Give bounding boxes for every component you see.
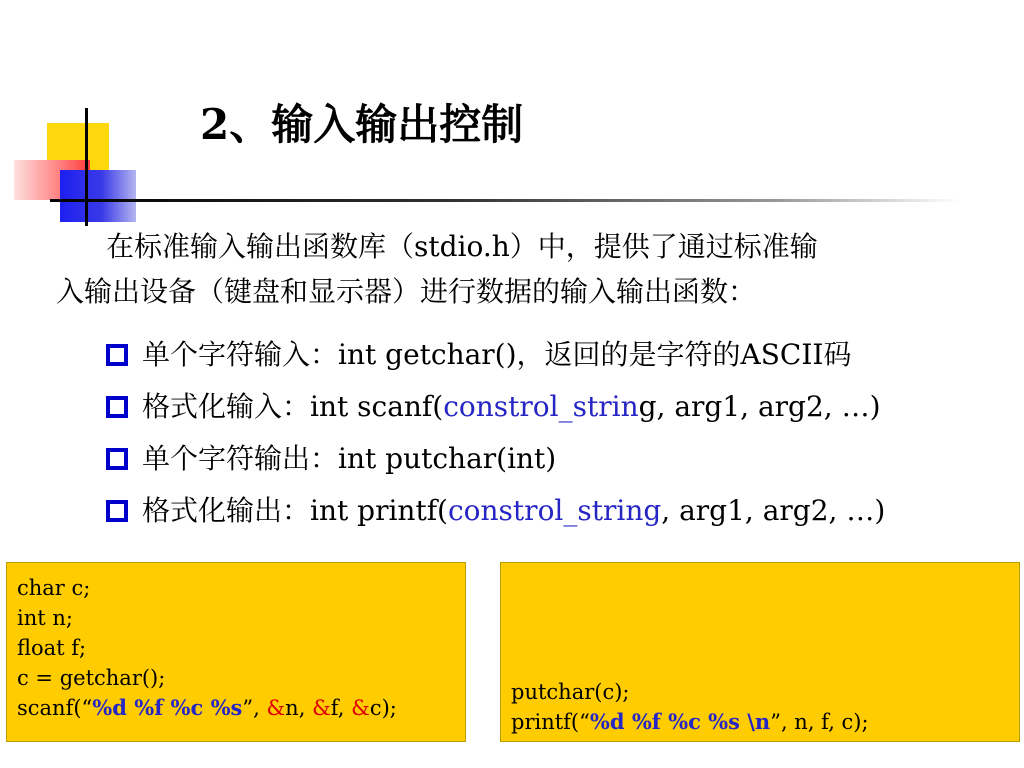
ampersand: &	[312, 696, 331, 720]
input-code-box	[6, 562, 466, 742]
printf-format: %d %f %c %s \n	[589, 709, 771, 734]
bullet-text: 格式化输出：int printf(	[142, 494, 448, 527]
intro-line-1: 在标准输入输出函数库（stdio.h）中，提供了通过标准输	[106, 230, 818, 263]
code-line: int n;	[17, 606, 73, 630]
ampersand: &	[266, 696, 286, 720]
code-line: c = getchar();	[17, 666, 166, 690]
function-list	[106, 329, 885, 537]
bullet-highlight: constrol_string	[447, 494, 662, 527]
bullet-text: 格式化输入：int scanf(	[142, 390, 444, 423]
list-item	[106, 485, 885, 537]
square-bullet-icon	[106, 344, 128, 366]
title-underline-rule	[50, 199, 960, 202]
printf-line	[511, 707, 869, 737]
scanf-arg: c);	[369, 696, 397, 720]
code-line: char c;	[17, 576, 91, 600]
bullet-text: 单个字符输出：int putchar(int)	[142, 442, 557, 475]
code-line: float f;	[17, 636, 87, 660]
intro-line-2: 入输出设备（键盘和显示器）进行数据的输入输出函数：	[56, 275, 757, 308]
list-item	[106, 329, 885, 381]
scanf-arg: n,	[285, 696, 313, 720]
intro-paragraph	[56, 224, 956, 314]
square-bullet-icon	[106, 396, 128, 418]
vertical-rule	[85, 108, 88, 226]
blue-gradient-decoration	[60, 170, 136, 222]
slide-title: 2、输入输出控制	[200, 100, 524, 149]
ampersand: &	[351, 696, 370, 720]
bullet-suffix: g, arg1, arg2, …)	[638, 390, 881, 423]
scanf-line	[17, 693, 455, 723]
output-code-box	[500, 562, 1020, 742]
square-bullet-icon	[106, 448, 128, 470]
printf-close: ”, n, f, c);	[770, 710, 869, 734]
scanf-format: %d %f %c %s	[92, 695, 243, 720]
scanf-open: scanf(“	[17, 696, 93, 720]
code-line: putchar(c);	[511, 680, 630, 704]
scanf-arg: f,	[330, 696, 352, 720]
scanf-mid: ”,	[242, 696, 267, 720]
bullet-text: 单个字符输入：int getchar()，返回的是字符的ASCII码	[142, 338, 852, 371]
list-item	[106, 433, 885, 485]
output-code-lines	[511, 677, 869, 737]
square-bullet-icon	[106, 500, 128, 522]
bullet-suffix: , arg1, arg2, …)	[661, 494, 886, 527]
list-item	[106, 381, 885, 433]
bullet-highlight: constrol_strin	[443, 390, 639, 423]
printf-open: printf(“	[511, 710, 590, 734]
